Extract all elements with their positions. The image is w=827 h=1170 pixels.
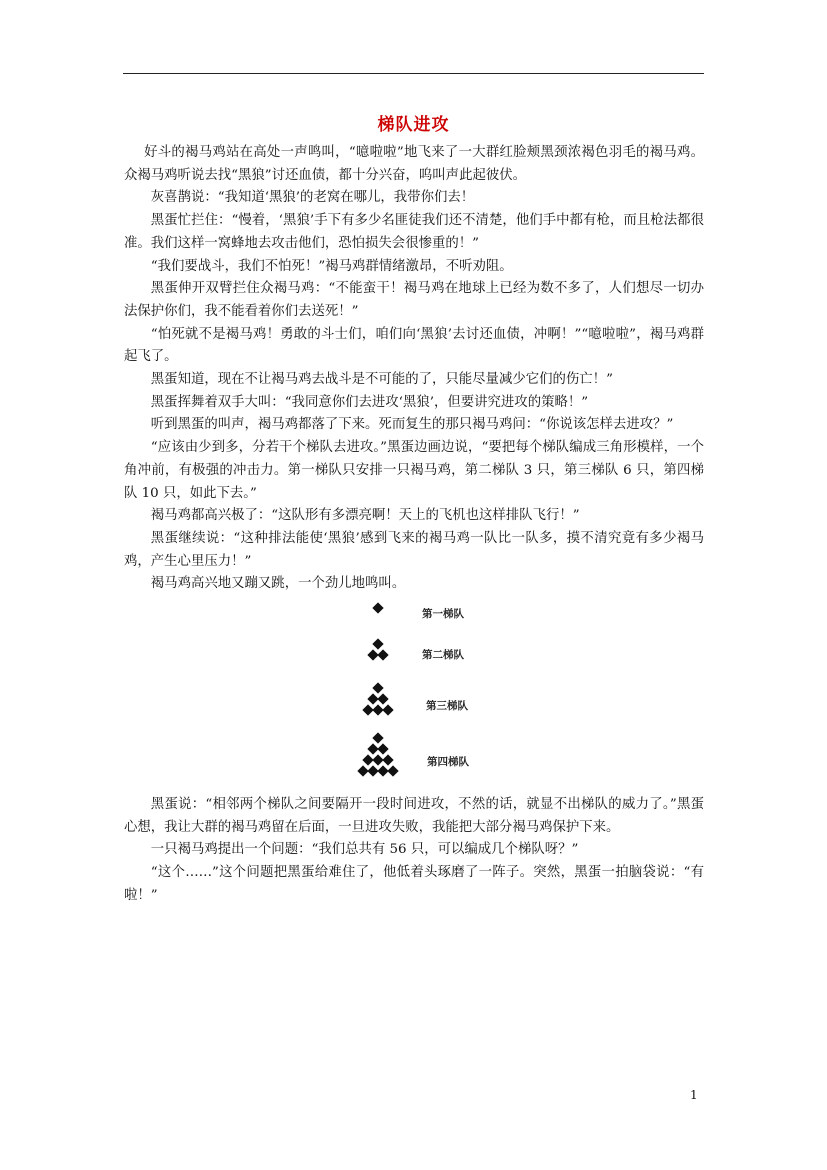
formation-dot: [372, 638, 383, 649]
page-title: 梯队进攻: [377, 115, 450, 135]
paragraph: 灰喜鹊说：“我知道‘黑狼’的老窝在哪儿，我带你们去！: [150, 190, 475, 206]
paragraph: 黑蛋挥舞着双手大叫：“我同意你们去进攻‘黑狼’，但要讲究进攻的策略！”: [150, 394, 589, 410]
paragraph: “我们要战斗，我们不怕死！”褐马鸡群情绪激昂，不听劝阻。: [150, 258, 513, 274]
paragraph: 好斗的褐马鸡站在高处一声鸣叫，“噫啦啦”地飞来了一大群红脸颊黑颈浓褐色羽毛的褐马鸡。众褐马鸡听说去找“黑狼”讨还血债，都十分兴奋，呜叫声此起彼伏。: [124, 145, 704, 183]
formation-dot: [382, 754, 393, 765]
row-label-1: 第一梯队: [422, 608, 464, 620]
paragraph: 一只褐马鸡提出一个问题：“我们总共有 56 只，可以编成几个梯队呀？”: [150, 842, 579, 858]
paragraph: 听到黑蛋的叫声，褐马鸡都落了下来。死而复生的那只褐马鸡问：“你说该怎样去进攻？”: [150, 417, 674, 433]
paragraph: 黑蛋伸开双臂拦住众褐马鸡：“不能蛮干！褐马鸡在地球上已经为数不多了，人们想尽一切办法保护你们，我不能看着你们去送死！”: [124, 281, 704, 319]
paragraph: “怕死就不是褐马鸡！勇敢的斗士们，咱们向‘黑狼’去讨还血债，冲啊！”“噫啦啦”，褐马鸡群起飞了。: [124, 326, 704, 365]
paragraph: 黑蛋说：“相邻两个梯队之间要隔开一段时间进攻，不然的话，就显不出梯队的威力了。”黑蛋心想，我让大群的褐马鸡留在后面，一旦进攻失败，我能把大部分褐马鸡保护下来。: [124, 797, 704, 835]
header-rule: [123, 73, 704, 74]
formation-dot: [377, 649, 388, 660]
formation-dot: [377, 693, 388, 704]
paragraph: 黑蛋知道，现在不让褐马鸡去战斗是不可能的了，只能尽量减少它们的伤亡！”: [150, 372, 613, 388]
paragraph: 黑蛋忙拦住：“慢着，‘黑狼’手下有多少名匪徒我们还不清楚，他们手中都有枪，而且枪法都很准。我们这样一窝蜂地去攻击他们，恐怕损失会很惨重的！”: [124, 213, 704, 251]
formation-dot: [377, 743, 388, 754]
formation-dot: [387, 765, 398, 776]
paragraph: 褐马鸡高兴地又蹦又跳，一个劲儿地鸣叫。: [150, 576, 406, 592]
row-label-2: 第二梯队: [422, 649, 464, 661]
formation-dot: [372, 682, 383, 693]
formation-dot: [372, 602, 383, 613]
formation-diagram: [340, 600, 520, 795]
formation-dot: [382, 704, 393, 715]
story-body-bottom: [124, 794, 704, 908]
formation-dot: [372, 732, 383, 743]
page-number: 1: [690, 1088, 698, 1102]
row-label-3: 第三梯队: [426, 700, 468, 712]
row-label-4: 第四梯队: [427, 756, 469, 768]
story-body-top: [124, 142, 704, 596]
paragraph: 黑蛋继续说：“这种排法能使‘黑狼’感到飞来的褐马鸡一队比一队多，摸不清究竟有多少褐马鸡，产生心里压力！”: [124, 530, 704, 569]
paragraph: 褐马鸡都高兴极了：“这队形有多漂亮啊！天上的飞机也这样排队飞行！”: [150, 508, 580, 524]
paragraph: “这个……”这个问题把黑蛋给难住了，他低着头琢磨了一阵子。突然，黑蛋一拍脑袋说：“有啦！”: [124, 865, 704, 903]
paragraph: “应该由少到多，分若干个梯队去进攻。”黑蛋边画边说，“要把每个梯队编成三角形模样，一个角冲前，有极强的冲击力。第一梯队只安排一只褐马鸡，第二梯队 3 只，第三梯队 6 只，第四梯队 10 只，如此下去。”: [124, 440, 704, 501]
